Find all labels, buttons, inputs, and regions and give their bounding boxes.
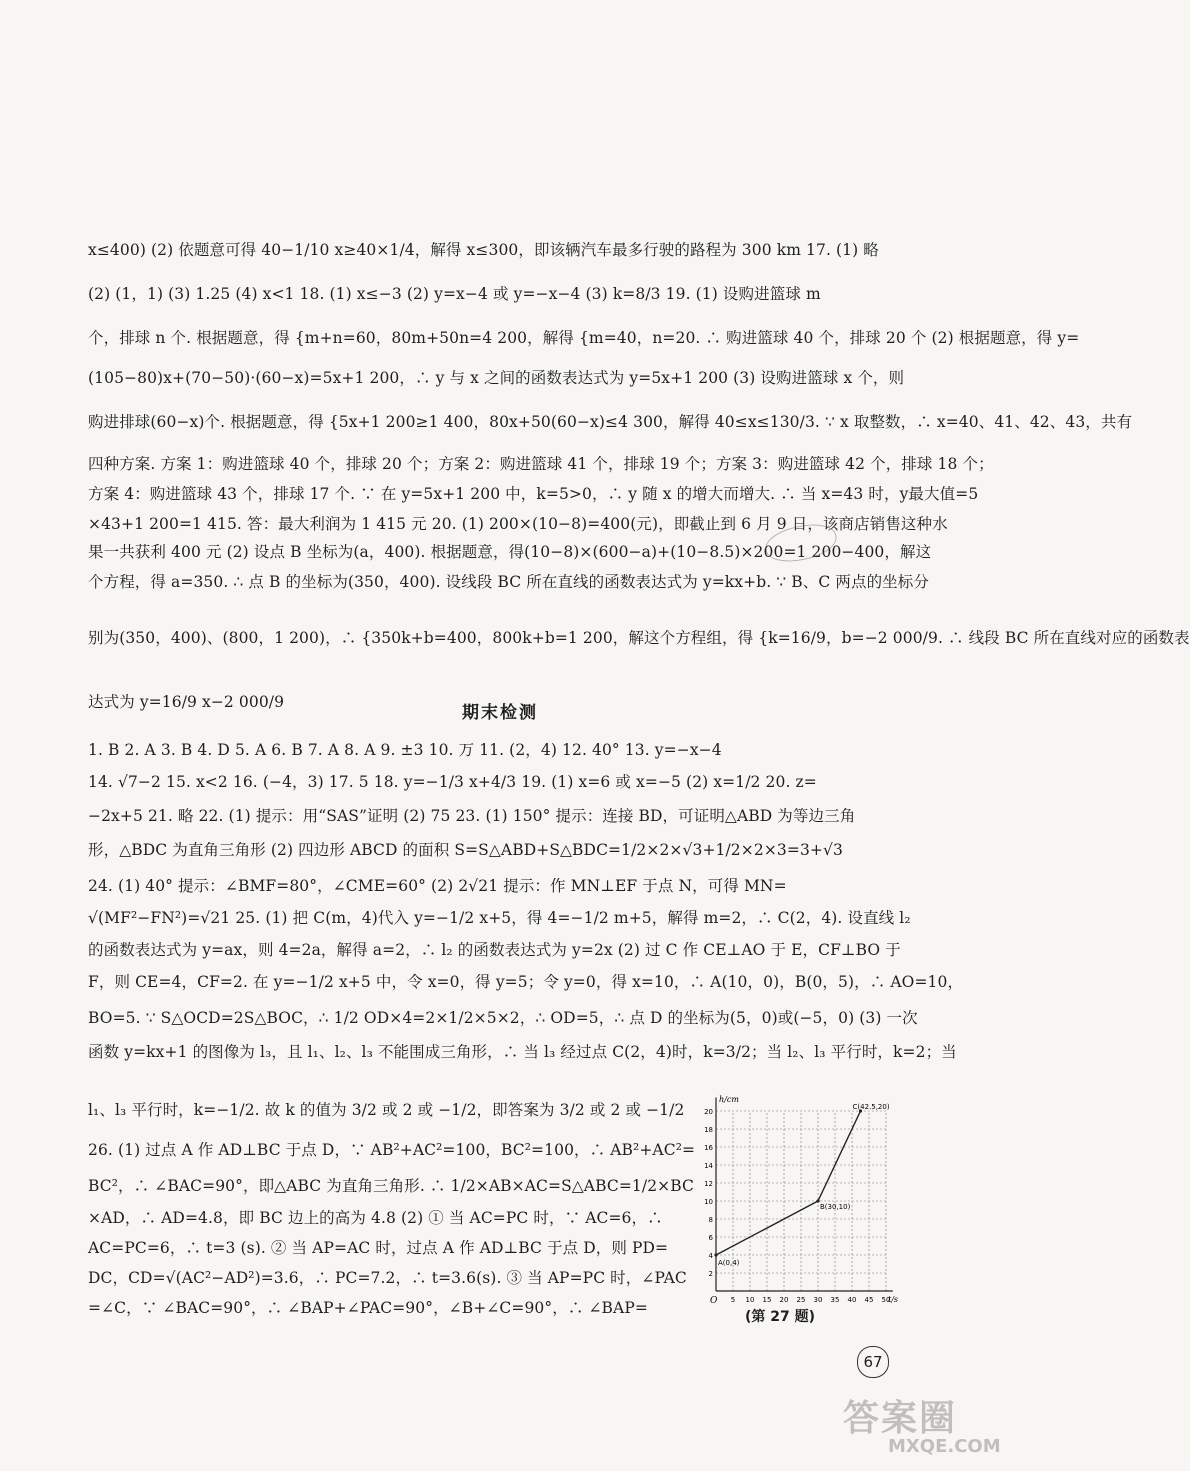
y-tick-label: 20 (704, 1108, 713, 1116)
text-line: √(MF²−FN²)=√21 25. (1) 把 C(m，4)代入 y=−1/2 x+5，得 4=−1/2 m+5，解得 m=2，∴ C(2，4). 设直线 l₂ (88, 909, 911, 927)
x-tick-label: 45 (864, 1296, 874, 1304)
x-tick-label: 15 (762, 1296, 772, 1304)
text-line: AC=PC=6，∴ t=3 (s). ② 当 AP=AC 时，过点 A 作 AD⊥BC 于点 D，则 PD= (88, 1239, 669, 1257)
watermark-url: MXQE.COM (888, 1436, 1001, 1457)
point-label: C(42.5,20) (852, 1103, 890, 1111)
text-line: 1. B 2. A 3. B 4. D 5. A 6. B 7. A 8. A 9. ±3 10. 万 11. (2，4) 12. 40° 13. y=−x−4 (88, 741, 722, 759)
y-tick-label: 14 (704, 1162, 713, 1170)
text-line: ×43+1 200=1 415. 答：最大利润为 1 415 元 20. (1) 200×(10−8)=400(元)，即截止到 6 月 9 日，该商店销售这种水 (88, 515, 948, 533)
text-line: 24. (1) 40° 提示：∠BMF=80°，∠CME=60° (2) 2√21 提示：作 MN⊥EF 于点 N，可得 MN= (88, 877, 787, 895)
text-line: 个，排球 n 个. 根据题意，得 {m+n=60，80m+50n=4 200，解得 {m=40，n=20. ∴ 购进篮球 40 个，排球 20 个 (2) 根据题意，得 y= (88, 329, 1080, 347)
data-point (714, 1253, 717, 1256)
text-line: 别为(350，400)、(800，1 200)，∴ {350k+b=400，800k+b=1 200，解这个方程组，得 {k=16/9，b=−2 000/9. ∴ 线段 BC 所在直线对应的函数表 (88, 629, 1190, 647)
text-line: BO=5. ∵ S△OCD=2S△BOC，∴ 1/2 OD×4=2×1/2×5×2，∴ OD=5，∴ 点 D 的坐标为(5，0)或(−5，0) (3) 一次 (88, 1009, 918, 1027)
x-tick-label: 10 (745, 1296, 755, 1304)
y-tick-label: 4 (708, 1252, 713, 1260)
y-axis-label: h/cm (719, 1095, 739, 1104)
text-line: 果一共获利 400 元 (2) 设点 B 坐标为(a，400). 根据题意，得(10−8)×(600−a)+(10−8.5)×200=1 200−400，解这 (88, 543, 932, 561)
x-tick-label: 35 (830, 1296, 840, 1304)
point-label: A(0,4) (718, 1259, 740, 1267)
text-line: 26. (1) 过点 A 作 AD⊥BC 于点 D，∵ AB²+AC²=100，BC²=100，∴ AB²+AC²= (88, 1141, 696, 1159)
text-line: 四种方案. 方案 1：购进篮球 40 个，排球 20 个；方案 2：购进篮球 41 个，排球 19 个；方案 3：购进篮球 42 个，排球 18 个； (88, 455, 994, 473)
text-line: x≤400) (2) 依题意可得 40−1/10 x≥40×1/4，解得 x≤300，即该辆汽车最多行驶的路程为 300 km 17. (1) 略 (88, 241, 879, 259)
point-label: B(30,10) (820, 1203, 851, 1211)
page-number: 67 (857, 1346, 889, 1378)
origin-label: O (710, 1296, 718, 1306)
text-line: l₁、l₃ 平行时，k=−1/2. 故 k 的值为 3/2 或 2 或 −1/2，即答案为 3/2 或 2 或 −1/2 (88, 1101, 685, 1119)
text-line: −2x+5 21. 略 22. (1) 提示：用“SAS”证明 (2) 75 23. (1) 150° 提示：连接 BD，可证明△ABD 为等边三角 (88, 807, 856, 825)
text-line: BC²，∴ ∠BAC=90°，即△ABC 为直角三角形. ∴ 1/2×AB×AC=S△ABC=1/2×BC (88, 1177, 695, 1195)
text-line: DC，CD=√(AC²−AD²)=3.6，∴ PC=7.2，∴ t=3.6(s). ③ 当 AP=PC 时，∠PAC (88, 1269, 687, 1287)
x-tick-label: 50 (881, 1296, 891, 1304)
section-title: 期末检测 (462, 703, 538, 723)
y-tick-label: 18 (704, 1126, 713, 1134)
text-line: 形，△BDC 为直角三角形 (2) 四边形 ABCD 的面积 S=S△ABD+S△BDC=1/2×2×√3+1/2×2×3=3+√3 (88, 841, 843, 859)
text-line: 个方程，得 a=350. ∴ 点 B 的坐标为(350，400). 设线段 BC 所在直线的函数表达式为 y=kx+b. ∵ B、C 两点的坐标分 (88, 573, 929, 591)
x-axis-label: t/s (888, 1295, 899, 1304)
x-tick-label: 25 (796, 1296, 806, 1304)
y-tick-label: 8 (708, 1216, 713, 1224)
x-tick-label: 5 (730, 1296, 736, 1304)
text-line: 14. √7−2 15. x<2 16. (−4，3) 17. 5 18. y=−1/3 x+4/3 19. (1) x=6 或 x=−5 (2) x=1/2 20. z= (88, 773, 817, 791)
x-tick-label: 30 (813, 1296, 823, 1304)
text-line: =∠C，∵ ∠BAC=90°，∴ ∠BAP+∠PAC=90°，∠B+∠C=90°，∴ ∠BAP= (88, 1299, 648, 1317)
text-line: F，则 CE=4，CF=2. 在 y=−1/2 x+5 中，令 x=0，得 y=5；令 y=0，得 x=10，∴ A(10，0)，B(0，5)，∴ AO=10， (88, 973, 964, 991)
text-line: 的函数表达式为 y=ax，则 4=2a，解得 a=2，∴ l₂ 的函数表达式为 y=2x (2) 过 C 作 CE⊥AO 于 E，CF⊥BO 于 (88, 941, 901, 959)
figure-caption: (第 27 题) (745, 1309, 816, 1325)
y-tick-label: 12 (704, 1180, 713, 1188)
text-line: ×AD，∴ AD=4.8，即 BC 边上的高为 4.8 (2) ① 当 AC=PC 时，∵ AC=6，∴ (88, 1209, 663, 1227)
y-tick-label: 10 (704, 1198, 713, 1206)
y-tick-label: 6 (708, 1234, 713, 1242)
watermark-logo: 答案圈 (843, 1398, 958, 1439)
x-tick-label: 40 (847, 1296, 857, 1304)
text-line: (2) (1，1) (3) 1.25 (4) x<1 18. (1) x≤−3 (2) y=x−4 或 y=−x−4 (3) k=8/3 19. (1) 设购进篮球 m (88, 285, 821, 303)
text-line: 方案 4：购进篮球 43 个，排球 17 个. ∵ 在 y=5x+1 200 中，k=5>0，∴ y 随 x 的增大而增大. ∴ 当 x=43 时，y最大值=5 (88, 485, 979, 503)
y-tick-label: 2 (708, 1270, 713, 1278)
text-line: 函数 y=kx+1 的图像为 l₃，且 l₁、l₂、l₃ 不能围成三角形，∴ 当 l₃ 经过点 C(2，4)时，k=3/2；当 l₂、l₃ 平行时，k=2；当 (88, 1043, 957, 1061)
text-line: 购进排球(60−x)个. 根据题意，得 {5x+1 200≥1 400，80x+50(60−x)≤4 300，解得 40≤x≤130/3. ∵ x 取整数，∴ x=40、41、42、43，共有 (88, 413, 1133, 431)
text-line: (105−80)x+(70−50)·(60−x)=5x+1 200，∴ y 与 x 之间的函数表达式为 y=5x+1 200 (3) 设购进篮球 x 个，则 (88, 369, 905, 387)
line-graph-figure (698, 1095, 910, 1335)
x-tick-label: 20 (779, 1296, 789, 1304)
y-tick-label: 16 (704, 1144, 713, 1152)
text-line: 达式为 y=16/9 x−2 000/9 (88, 693, 285, 711)
